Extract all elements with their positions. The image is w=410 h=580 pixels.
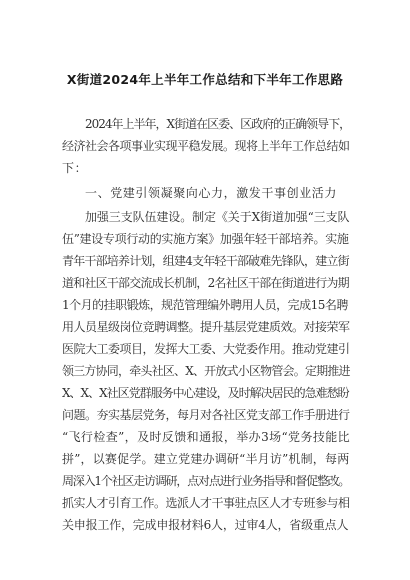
body-line: 问题。夯实基层党务，每月对各社区党支部工作手册进行 [62, 408, 350, 422]
body-line: 拼”，以赛促学。建立党建办调研“半月访”机制，每两 [62, 452, 350, 466]
body-line: 伍”建设专项行动的实施方案》加强年轻干部培养。实施 [62, 232, 349, 246]
body-line: 下： [62, 161, 88, 175]
section-heading: 一、党建引领凝聚向心力，激发干事创业活力 [85, 186, 338, 200]
body-line: 1个月的挂职锻炼，规范管理编外聘用人员，完成15名聘 [62, 298, 348, 312]
body-line: 道和社区干部交流成长机制，2名社区干部在街道进行为期 [62, 276, 349, 290]
body-line: 周深入1个社区走访调研，点对点进行业务指导和督促整改。 [62, 474, 350, 488]
body-line: 关申报工作，完成申报材料6人，过审4人，省级重点人 [62, 518, 349, 532]
body-line: 经济社会各项事业实现平稳发展。现将上半年工作总结如 [62, 139, 350, 153]
body-line: 加强三支队伍建设。制定《关于X街道加强“三支队 [85, 210, 350, 224]
body-line: 抓实人才引育工作。选派人才干事驻点区人才专班参与相 [62, 496, 350, 510]
document-title: X街道2024年上半年工作总结和下半年工作思路 [66, 72, 344, 87]
body-line: 领三方协同，牵头社区、X、开放式小区物管会。定期推进 [62, 364, 350, 378]
body-line: 医院大工委项目，发挥大工委、大党委作用。推动党建引 [62, 342, 350, 356]
body-line: X、X、X社区党群服务中心建设，及时解决居民的急难愁盼 [62, 386, 349, 400]
body-line: 青年干部培养计划，组建4支年轻干部破难先锋队，建立街 [62, 254, 349, 268]
body-line: “飞行检查”，及时反馈和通报，举办3场“党务技能比 [62, 430, 351, 444]
body-line: 2024年上半年，X街道在区委、区政府的正确领导下， [85, 117, 351, 131]
body-line: 用人员星级岗位竞聘调整。提升基层党建质效。对接荣军 [62, 320, 350, 334]
